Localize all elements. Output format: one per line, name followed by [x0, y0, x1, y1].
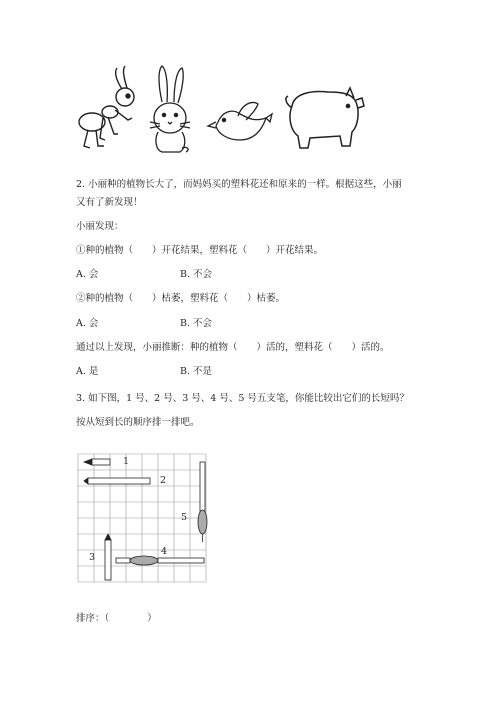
pen-label-3: 3	[89, 552, 96, 563]
pen-label-2: 2	[160, 475, 167, 486]
q2-s1-option-a[interactable]: A. 会	[76, 269, 99, 280]
q2-statement-1: ①种的植物（ ）开花结果，塑料花（ ）开花结果。	[76, 245, 324, 256]
q2-discover: 小丽发现：	[76, 221, 124, 232]
pen-grid	[74, 448, 224, 588]
bird-icon	[208, 103, 272, 141]
q2-line2: 又有了新发现！	[76, 197, 143, 208]
pen-label-4: 4	[161, 546, 168, 557]
q2-intro	[76, 176, 436, 212]
ant-icon	[79, 66, 134, 148]
q3-answer[interactable]: 排序：（ ）	[76, 613, 157, 624]
pen-4	[116, 556, 204, 565]
pen-label-5: 5	[181, 512, 188, 523]
q3-line2: 按从短到长的顺序排一排吧。	[76, 417, 200, 428]
pen-2	[84, 478, 150, 484]
pen-1	[84, 459, 110, 465]
animal-row	[70, 60, 370, 160]
pen-label-1: 1	[123, 456, 130, 467]
q3-line1: 3. 如下图，1 号、2 号、3 号、4 号、5 号五支笔，你能比较出它们的长短吗？	[76, 393, 409, 404]
pen-3	[105, 534, 111, 580]
q2-s2-option-b[interactable]: B. 不会	[180, 318, 213, 329]
q2-inf-option-b[interactable]: B. 不是	[180, 366, 213, 377]
rabbit-icon	[150, 66, 190, 152]
pig-icon	[286, 88, 364, 148]
q2-line1: 2. 小丽种的植物长大了，而妈妈买的塑料花还和原来的一样。根据这些，小丽	[76, 179, 402, 190]
q2-s2-option-a[interactable]: A. 会	[76, 318, 99, 329]
q2-inference: 通过以上发现，小丽推断：种的植物（ ）活的，塑料花（ ）活的。	[76, 342, 390, 353]
q2-statement-2: ②种的植物（ ）枯萎，塑料花（ ）枯萎。	[76, 293, 286, 304]
q2-s1-option-b[interactable]: B. 不会	[180, 269, 213, 280]
q2-inf-option-a[interactable]: A. 是	[76, 366, 99, 377]
